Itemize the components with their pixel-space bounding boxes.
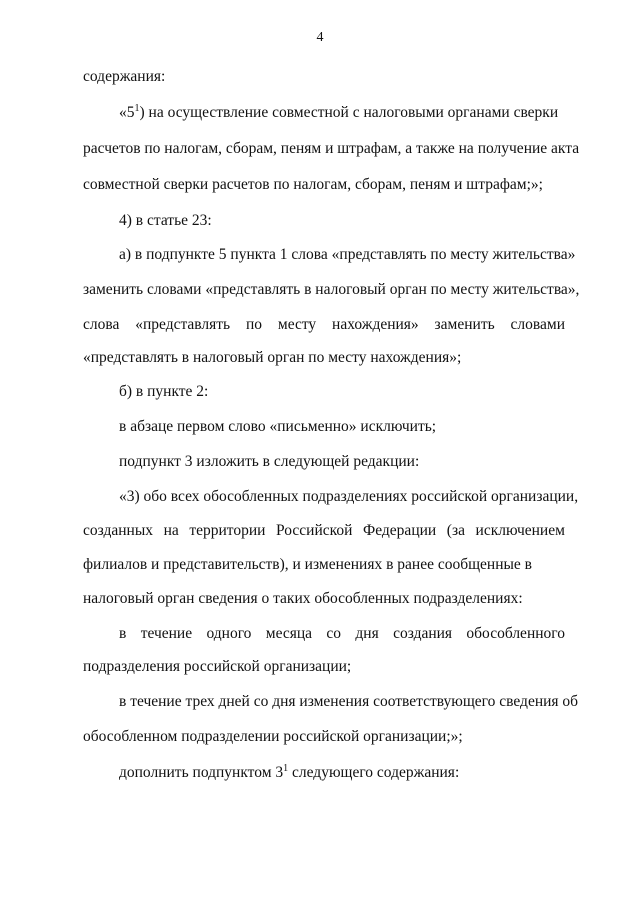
word: дня bbox=[355, 625, 379, 642]
word: заменить bbox=[434, 316, 495, 333]
text-line-5: 4) в статье 23: bbox=[119, 212, 212, 229]
text-line-19: в течение трех дней со дня изменения соответствующего сведения об bbox=[119, 693, 579, 710]
text-line-2-start: «5 bbox=[119, 104, 135, 121]
text-line-18: подразделения российской организации; bbox=[83, 658, 352, 675]
text-line-21 bbox=[119, 764, 459, 782]
page-number: 4 bbox=[316, 30, 324, 45]
text-line-3: расчетов по налогам, сборам, пеням и штрафам, а также на получение акта bbox=[83, 140, 580, 157]
text-line-12: подпункт 3 изложить в следующей редакции: bbox=[119, 453, 420, 470]
word: на bbox=[163, 522, 179, 539]
text-line-21-rest: следующего содержания: bbox=[288, 764, 460, 781]
word: нахождения» bbox=[332, 316, 419, 333]
word: одного bbox=[206, 625, 252, 642]
text-line-17 bbox=[119, 625, 565, 643]
superscript: 1 bbox=[283, 763, 289, 774]
text-line-1: содержания: bbox=[83, 68, 166, 85]
word: территории bbox=[189, 522, 266, 539]
text-line-7: заменить словами «представлять в налоговый орган по месту жительства», bbox=[83, 281, 580, 298]
word: Федерации bbox=[363, 522, 437, 539]
word: месту bbox=[277, 316, 317, 333]
word: Российской bbox=[276, 522, 353, 539]
text-line-11: в абзаце первом слово «письменно» исключить; bbox=[119, 418, 437, 435]
word: (за bbox=[446, 522, 465, 539]
word: месяца bbox=[265, 625, 313, 642]
text-line-8 bbox=[83, 316, 565, 334]
text-line-15: филиалов и представительств), и изменениях в ранее сообщенные в bbox=[83, 556, 533, 573]
word: словами bbox=[510, 316, 565, 333]
text-line-9: «представлять в налоговый орган по месту нахождения»; bbox=[83, 349, 462, 366]
text-line-14 bbox=[83, 522, 565, 540]
text-line-2-rest: ) на осуществление совместной с налоговыми органами сверки bbox=[139, 104, 559, 121]
text-line-6: а) в подпункте 5 пункта 1 слова «представлять по месту жительства» bbox=[119, 246, 576, 263]
word: создания bbox=[393, 625, 453, 642]
word: в bbox=[119, 625, 127, 642]
word: слова bbox=[83, 316, 120, 333]
word: со bbox=[326, 625, 342, 642]
text-line-10: б) в пункте 2: bbox=[119, 383, 209, 400]
text-line-13: «3) обо всех обособленных подразделениях российской организации, bbox=[119, 488, 579, 505]
word: течение bbox=[140, 625, 193, 642]
word: созданных bbox=[83, 522, 153, 539]
text-line-2 bbox=[119, 104, 558, 122]
superscript: 1 bbox=[134, 103, 140, 114]
text-line-20: обособленном подразделении российской организации;»; bbox=[83, 728, 463, 745]
word: «представлять bbox=[135, 316, 231, 333]
text-line-16: налоговый орган сведения о таких обособленных подразделениях: bbox=[83, 590, 523, 607]
word: обособленного bbox=[466, 625, 565, 642]
word: исключением bbox=[475, 522, 565, 539]
text-line-21-start: дополнить подпунктом 3 bbox=[119, 764, 284, 781]
word: по bbox=[245, 316, 263, 333]
text-line-4: совместной сверки расчетов по налогам, сборам, пеням и штрафам;»; bbox=[83, 176, 543, 193]
